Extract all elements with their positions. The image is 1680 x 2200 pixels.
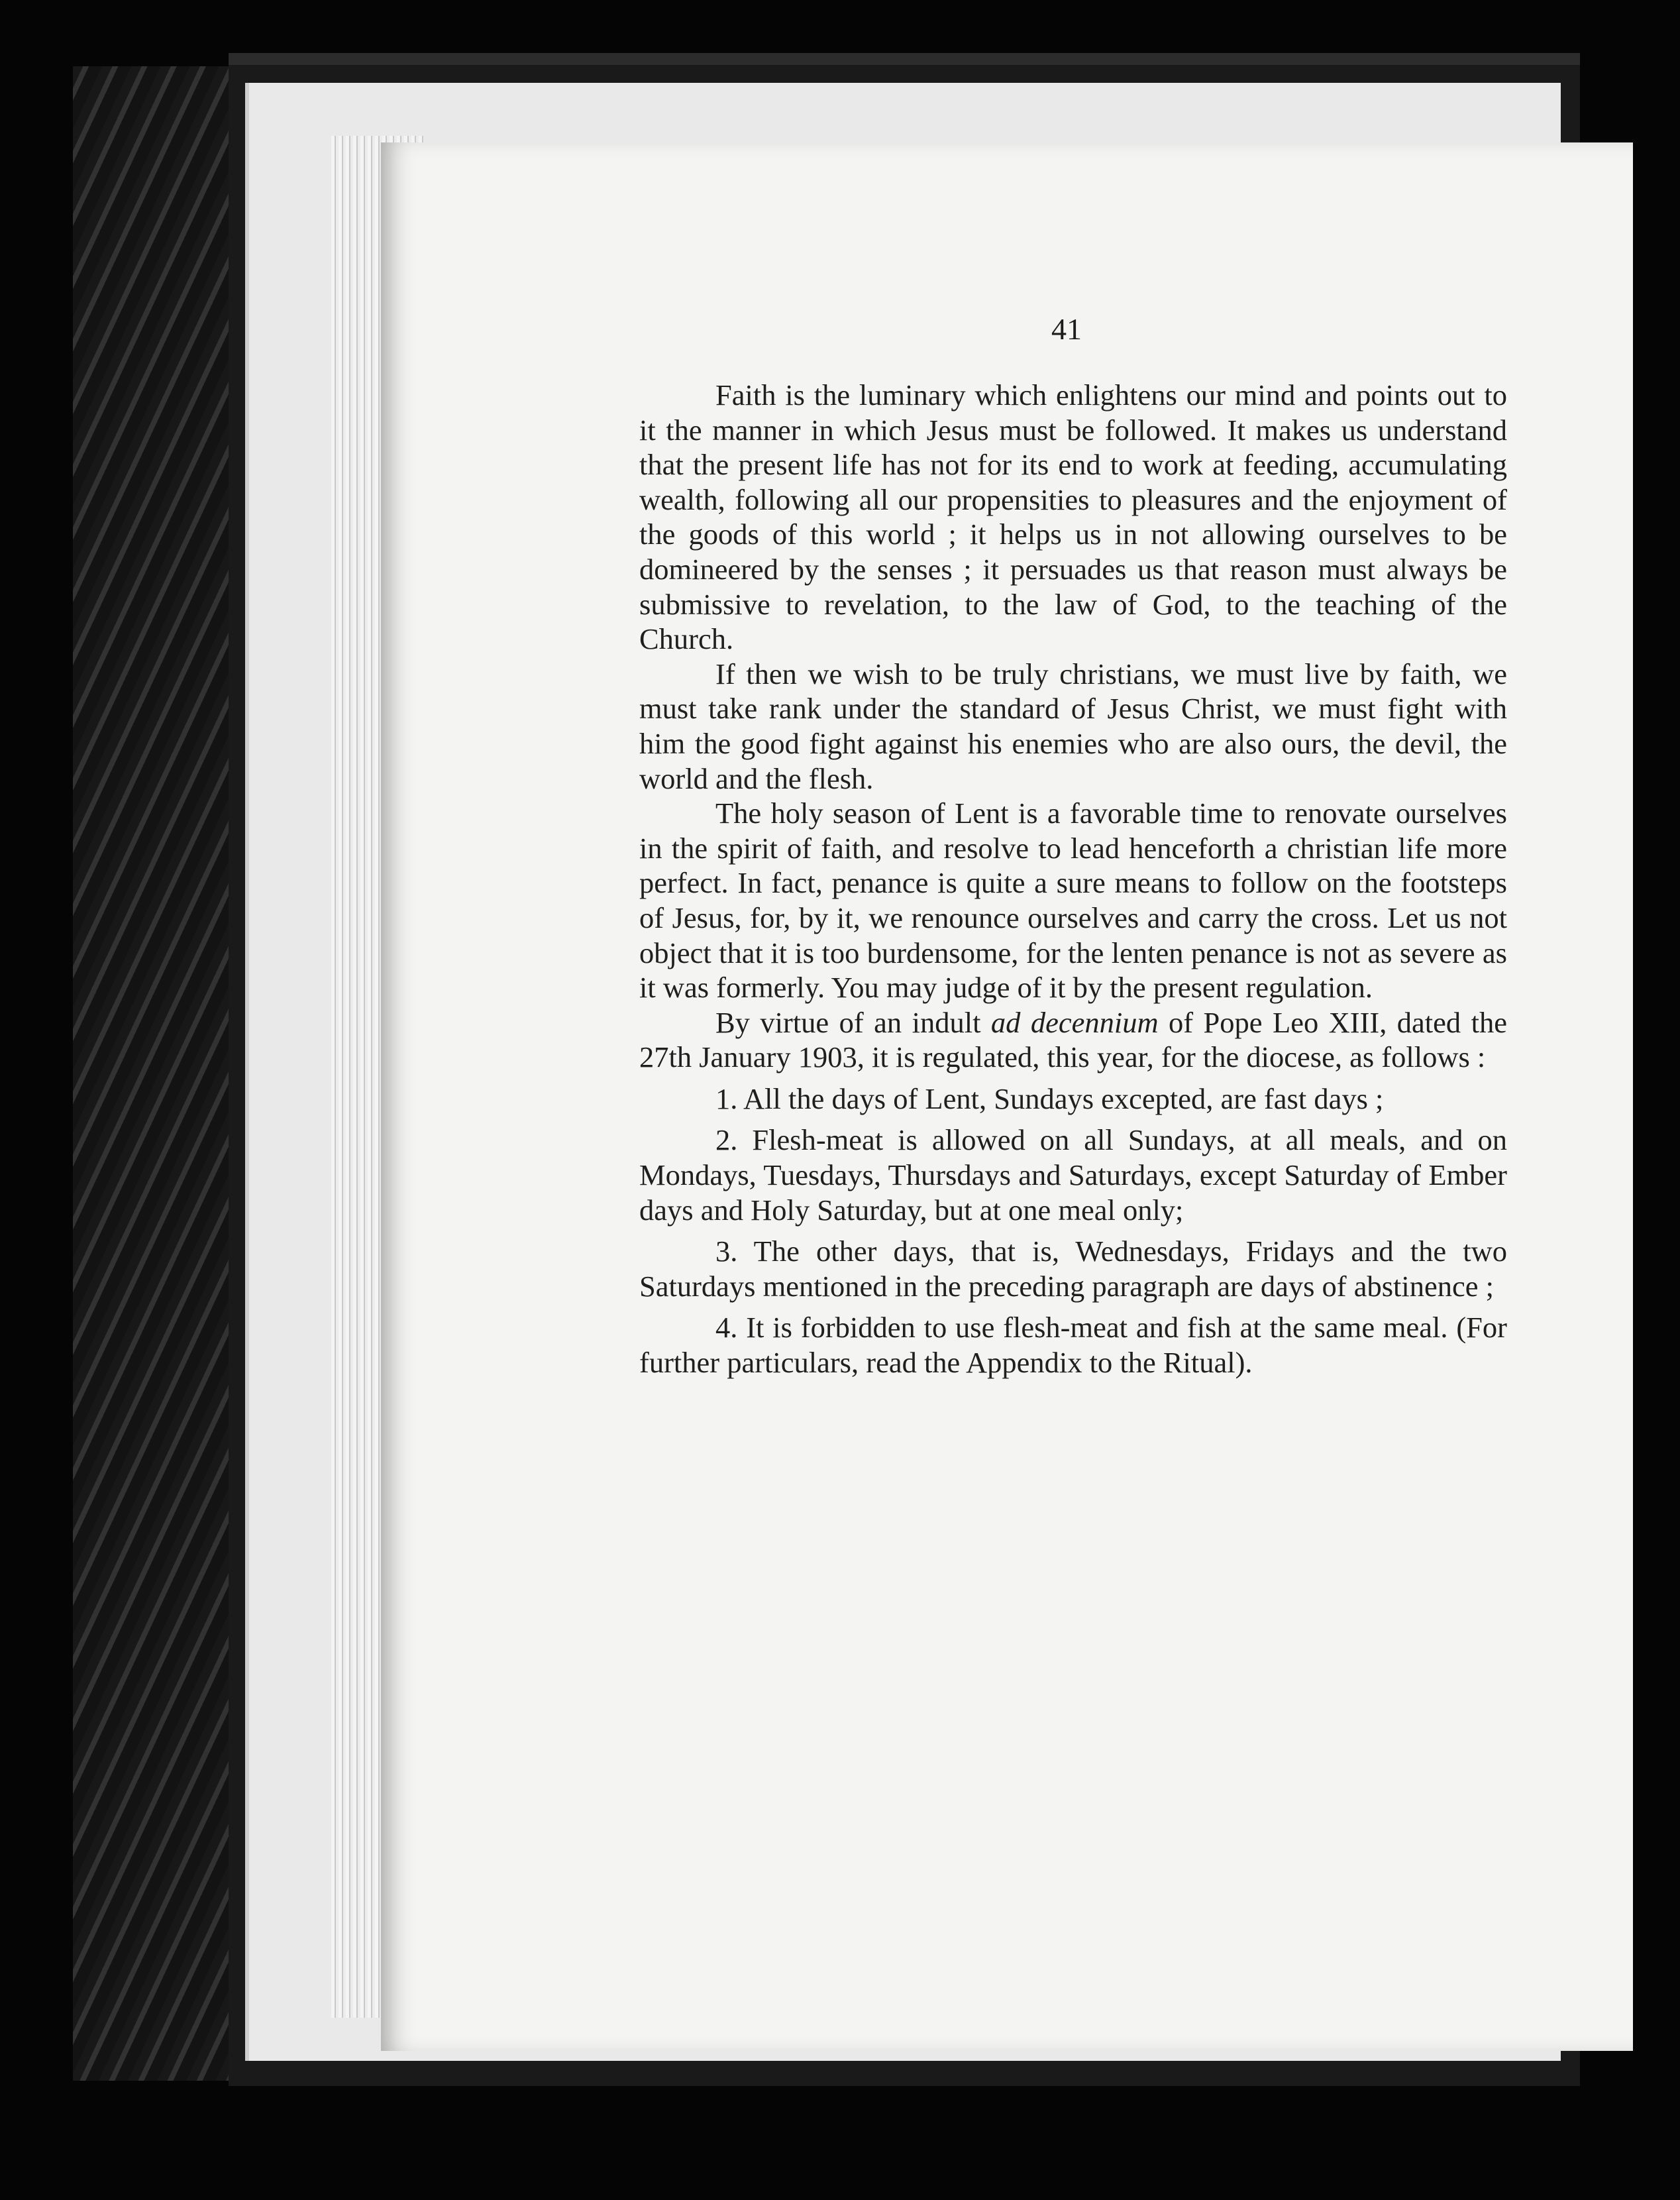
indult-text-after: of Pope Leo XIII, dated the 27th January 1903, it is regulated, this year, for the diocese, as follows : <box>639 1005 1507 1074</box>
page-body <box>639 378 1507 1380</box>
paragraph-faith: Faith is the luminary which enlightens our mind and points out to it the manner in which Jesus must be followed. It makes us understand that the present life has not for its end to work at feeding, accumulating wealth, following all our propensities to pleasures and the enjoyment of the goods of this world ; it helps us in not allowing ourselves to be domineered by the senses ; it persuades us that reason must always be submissive to revelation, to the law of God, to the teaching of the Church. <box>639 378 1507 656</box>
page-number: 41 <box>1051 312 1082 346</box>
regulation-item-1: 1. All the days of Lent, Sundays excepted, are fast days ; <box>715 1081 1384 1115</box>
regulation-item-2: 2. Flesh-meat is allowed on all Sundays, at all meals, and on Mondays, Tuesdays, Thursdays and Saturdays, except Saturday of Ember days and Holy Saturday, but at one meal only; <box>639 1123 1507 1227</box>
indult-latin-phrase: ad decennium <box>990 1005 1159 1039</box>
paragraph-lent: The holy season of Lent is a favorable time to renovate ourselves in the spirit of faith, and resolve to lead henceforth a christian life more perfect. In fact, penance is quite a sure means to follow on the footsteps of Jesus, for, by it, we renounce ourselves and carry the cross. Let us not object that it is too burdensome, for the lenten penance is not as severe as it was formerly. You may judge of it by the present regulation. <box>639 797 1507 1005</box>
paragraph-christians: If then we wish to be truly christians, we must live by faith, we must take rank under the standard of Jesus Christ, we must fight with him the good fight against his enemies who are also ours, the devil, the world and the flesh. <box>639 657 1507 795</box>
regulation-item-3: 3. The other days, that is, Wednesdays, Fridays and the two Saturdays mentioned in the preceding paragraph are days of abstinence ; <box>639 1235 1507 1303</box>
indult-text-before: By virtue of an indult <box>715 1005 991 1039</box>
regulation-item-4: 4. It is forbidden to use flesh-meat and fish at the same meal. (For further particulars, read the Appendix to the Ritual). <box>639 1311 1507 1380</box>
paragraph-indult <box>639 1005 1507 1075</box>
